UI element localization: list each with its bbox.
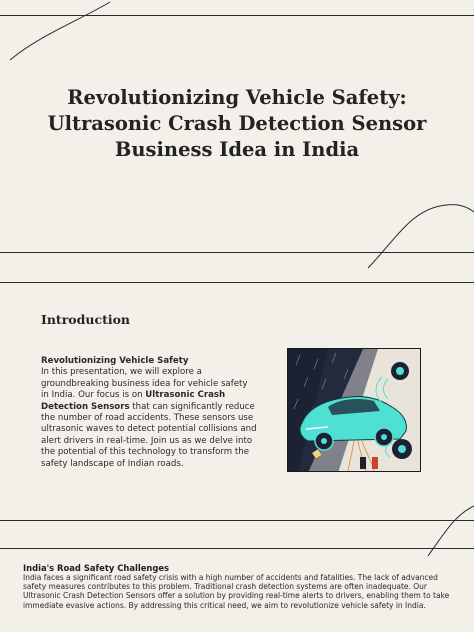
car-illustration-icon [288,349,421,472]
intro-text-start: In this presentation, we will explore a groundbreaking business idea for vehicle safety in India. Our focus is on [41,367,248,401]
title-slide [0,0,474,270]
intro-text-highlight: Ultrasonic Crash Detection Sensors [41,390,226,412]
presentation-title: Revolutionizing Vehicle Safety: Ultrasonic Crash Detection Sensor Business Idea in India [47,86,427,161]
challenges-heading: India's Road Safety Challenges [23,563,170,573]
car-sensor-illustration [287,348,421,472]
footer-top-divider [0,548,474,549]
intro-heading: Introduction [41,312,131,327]
intro-body [41,356,257,470]
challenges-text: India faces a significant road safety crisis with a high number of accidents and fatalities. The lack of advanced safety measures contributes to this problem. Traditional crash detection systems are often inadequate. Our Ultrasonic Crash Detection Sensors offer a solution by providing real-time alerts to drivers, enabling them to take immediate evasive actions. By addressing this critical need, we aim to revolutionize vehicle safety in India. [23,573,450,610]
intro-subheading: Revolutionizing Vehicle Safety [41,356,189,366]
intro-text-end: that can significantly reduce the number of road accidents. These sensors use ultrasonic waves to detect potential collisions and alert drivers in real-time. Join us as we delve into the potential of this technology to transform the safety landscape of Indian roads. [41,401,257,469]
